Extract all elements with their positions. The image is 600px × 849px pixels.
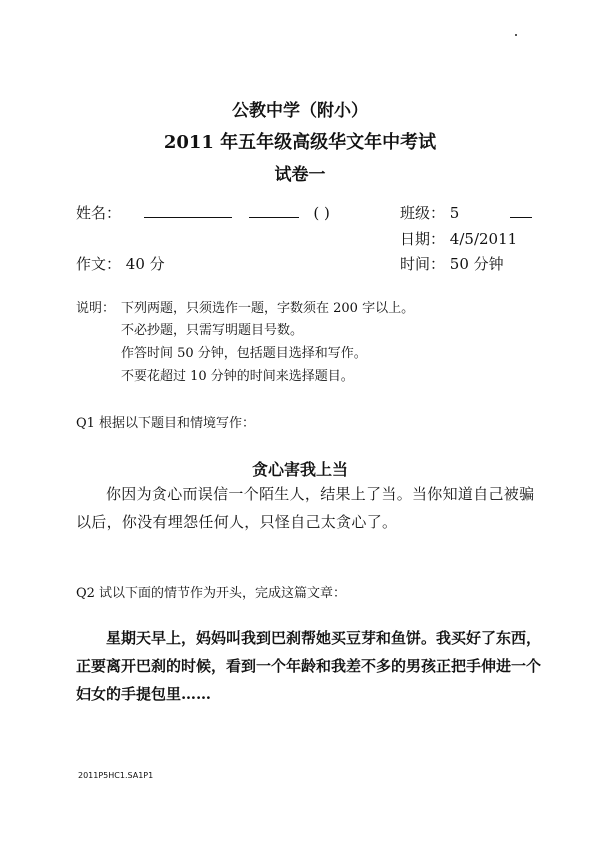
essay-row [76,253,165,274]
instructions-line: 作答时间 50 分钟，包括题目选择和写作。 [121,346,367,361]
time-label: 时间： [400,255,446,273]
instructions-label: 说明： [76,301,116,316]
instructions-line: 不必抄题，只需写明题目号数。 [121,323,304,338]
name-row [76,202,330,223]
q1-title: 贪心害我上当 [251,460,348,479]
q1-prompt: Q1 根据以下题目和情境写作： [76,416,256,431]
class-row [400,202,532,223]
name-label: 姓名： [76,204,122,222]
scan-speck [515,34,517,36]
q2-opening: 星期天早上，妈妈叫我到巴刹帮她买豆芽和鱼饼。我买好了东西，正要离开巴刹的时候，看到一个年龄和我差不多的男孩正把手伸进一个妇女的手提包里…… [76,629,542,703]
time-row [400,253,504,274]
date-row [400,228,517,249]
school-name: 公教中学（附小） [232,101,368,121]
name-blank-2 [249,203,299,218]
class-value: 5 [449,204,460,222]
q2-prompt: Q2 试以下面的情节作为开头，完成这篇文章： [76,586,347,601]
class-blank [510,203,532,218]
essay-marks: 40 分 [125,255,165,273]
exam-title: 2011 年五年级高级华文年中考试 [163,132,437,153]
time-value: 50 分钟 [449,255,504,273]
index-number-paren: ( ) [313,204,330,222]
q1-scenario: 你因为贪心而误信一个陌生人，结果上了当。当你知道自己被骗以后，你没有埋怨任何人，只怪自己太贪心了。 [76,485,535,531]
instructions-line: 不要花超过 10 分钟的时间来选择题目。 [121,369,354,384]
instructions-line: 下列两题，只须选作一题，字数须在 200 字以上。 [121,301,415,316]
essay-label: 作文： [76,255,122,273]
class-label: 班级： [400,204,446,222]
date-value: 4/5/2011 [449,230,518,248]
paper-code: 2011P5HC1.SA1P1 [78,771,154,780]
paper-title: 试卷一 [274,165,326,185]
name-blank-1 [144,203,232,218]
date-label: 日期： [400,230,446,248]
